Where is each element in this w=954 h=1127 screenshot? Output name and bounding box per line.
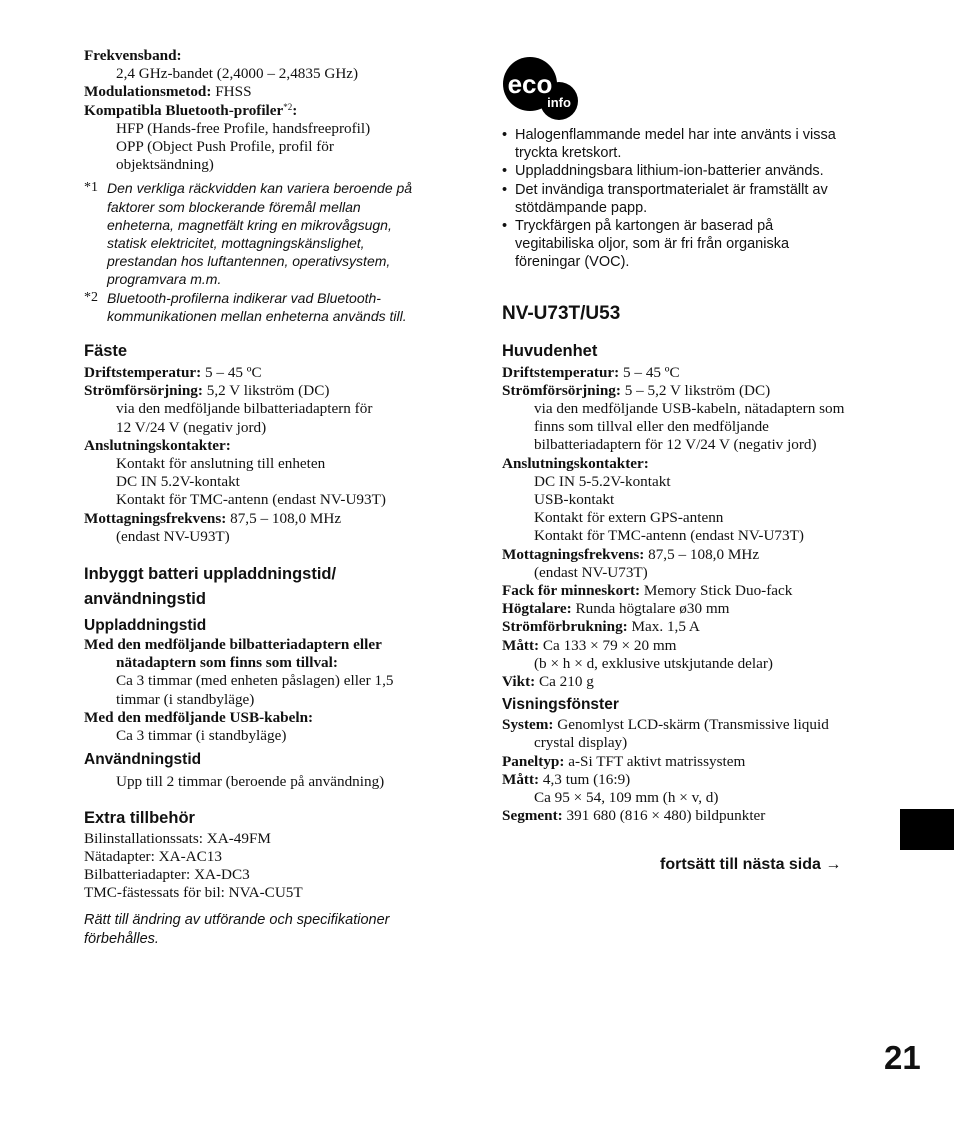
footnotes bbox=[84, 179, 464, 325]
spec-label: Paneltyp: bbox=[502, 752, 565, 770]
list-item: • Tryckfärgen på kartongen är baserad på vegitabiliska oljor, som är fri från organiska föreningar (VOC). bbox=[502, 218, 790, 271]
section-tab bbox=[900, 809, 954, 850]
spec-value: FHSS bbox=[215, 83, 252, 101]
spec-value: Ca 133 × 79 × 20 mm bbox=[542, 636, 677, 654]
page-number: 21 bbox=[884, 1039, 921, 1076]
spec-label: Mottagningsfrekvens: bbox=[502, 545, 645, 563]
bullet-icon: • bbox=[502, 181, 508, 198]
spec-label: Vikt: bbox=[502, 673, 536, 691]
list-item: Nätadapter: XA-AC13 bbox=[84, 847, 222, 865]
battery-specs: Inbyggt batteri uppladdningstid/ användningstid Uppladdningstid Med den medföljande bilbatteriadaptern eller nätadaptern som finns som tillval: Ca 3 timmar (med enheten påslagen) eller 1,5 timmar (i standbyläge) Med den medföljande USB-kabeln: Ca 3 timmar (i standbyläge) Användningstid Upp till 2 timmar (beroende på användning) bbox=[84, 562, 464, 791]
spec-value: 2,4 GHz-bandet (2,4000 – 2,4835 GHz) bbox=[116, 65, 359, 83]
info-logo-text: info bbox=[547, 95, 571, 110]
spec-label: Driftstemperatur: bbox=[84, 364, 202, 382]
spec-label: Högtalare: bbox=[502, 600, 572, 618]
spec-label: Driftstemperatur: bbox=[502, 363, 620, 381]
spec-value: Runda högtalare ø30 mm bbox=[575, 600, 730, 618]
bullet-icon: • bbox=[502, 163, 508, 180]
spec-value: 5,2 V likström (DC) bbox=[206, 382, 330, 400]
spec-label: Mått: bbox=[502, 770, 540, 788]
spec-value: Ca 210 g bbox=[538, 673, 594, 691]
display-specs: Visningsfönster System: Genomlyst LCD-skärm (Transmissive liquid crystal display) Paneltyp: a-Si TFT aktivt matrissystem Mått: 4,3 tum (16:9) Ca 95 × 54, 109 mm (h × v, d) Segment: 391 680 (816 × 480) bildpunkter bbox=[502, 695, 894, 825]
spec-value: HFP (Hands-free Profile, handsfreeprofil) bbox=[116, 119, 371, 137]
spec-label: Segment: bbox=[502, 807, 563, 825]
footnote-mark: *2 bbox=[84, 289, 98, 305]
mount-specs: Fäste Driftstemperatur: 5 – 45 ºC Strömförsörjning: 5,2 V likström (DC) via den medföljande bilbatteriadaptern för 12 V/24 V (negativ jord) Anslutningskontakter: Kontakt för anslutning till enheten DC IN 5.2V-kontakt Kontakt för TMC-antenn (endast NV-U93T) Mottagningsfrekvens: 87,5 – 108,0 MHz (endast NV-U93T) bbox=[84, 341, 464, 546]
spec-label: Anslutningskontakter: bbox=[84, 436, 231, 454]
spec-value: 5 – 45 ºC bbox=[623, 363, 680, 381]
spec-label: Kompatibla Bluetooth-profiler bbox=[84, 101, 284, 119]
subsection-heading: Uppladdningstid bbox=[84, 617, 207, 635]
spec-label: Mottagningsfrekvens: bbox=[84, 509, 227, 527]
disclaimer: Rätt till ändring av utförande och specifikationer förbehålles. bbox=[84, 912, 390, 948]
spec-value: 87,5 – 108,0 MHz bbox=[648, 545, 760, 563]
spec-value: OPP (Object Push Profile, profil för bbox=[116, 138, 334, 156]
bullet-icon: • bbox=[502, 127, 508, 143]
footnote-ref: *2 bbox=[283, 101, 293, 112]
list-item: Bilbatteriadapter: XA-DC3 bbox=[84, 865, 250, 883]
spec-value: Genomlyst LCD-skärm (Transmissive liquid bbox=[557, 716, 829, 734]
footnote-mark: *1 bbox=[84, 180, 98, 196]
radio-specs: Frekvensband: 2,4 GHz-bandet (2,4000 – 2,4835 GHz) Modulationsmetod: FHSS Kompatibla Bluetooth-profiler$^{*2}$: HFP (Hands-free Profile, handsfreeprofil) OPP (Object Push Profile, profil för objektsändning) bbox=[84, 47, 464, 174]
list-item: • Uppladdningsbara lithium-ion-batterier används. bbox=[502, 163, 824, 180]
spec-label: Strömförsörjning: bbox=[502, 381, 621, 399]
spec-value: 5 – 45 ºC bbox=[205, 364, 262, 382]
main-unit-specs: Huvudenhet Driftstemperatur: 5 – 45 ºC Strömförsörjning: 5 – 5,2 V likström (DC) via den medföljande USB-kabeln, nätadaptern som finns som tillval eller den medföljande bilbatteriadaptern för 12 V/24 V (negativ jord) Anslutningskontakter: DC IN 5-5.2V-kontakt USB-kontakt Kontakt för extern GPS-antenn Kontakt för TMC-antenn (endast NV-U73T) Mottagningsfrekvens: 87,5 – 108,0 MHz (endast NV-U73T) Fack för minneskort: Memory Stick Duo-fack Högtalare: Runda högtalare ø30 mm Strömförbrukning: Max. 1,5 A Mått: Ca 133 × 79 × 20 mm (b × h × d, exklusive utskjutande delar) Vikt: Ca 210 g bbox=[502, 341, 894, 692]
bullet-icon: • bbox=[502, 218, 508, 235]
spec-value: 5 – 5,2 V likström (DC) bbox=[624, 381, 771, 399]
list-item: TMC-fästessats för bil: NVA-CU5T bbox=[84, 884, 303, 902]
accessories bbox=[84, 808, 464, 903]
spec-value: Max. 1,5 A bbox=[631, 618, 700, 636]
spec-label: Med den medföljande USB-kabeln: bbox=[84, 708, 314, 726]
spec-label: Anslutningskontakter: bbox=[502, 454, 649, 472]
continue-link[interactable]: fortsätt till nästa sida → bbox=[660, 856, 842, 873]
spec-value: objektsändning) bbox=[116, 156, 214, 174]
list-item: • Det invändiga transportmaterialet är framställt av stötdämpande papp. bbox=[502, 181, 828, 216]
spec-label: Fack för minneskort: bbox=[502, 582, 641, 600]
section-heading: Fäste bbox=[84, 342, 128, 361]
footnote: *2 Bluetooth-profilerna indikerar vad Bluetooth- kommunikationen mellan enheterna används till. bbox=[84, 289, 407, 324]
section-heading: Extra tillbehör bbox=[84, 808, 195, 827]
eco-bullets bbox=[502, 126, 894, 272]
spec-label: Strömförbrukning: bbox=[502, 618, 628, 636]
spec-value: 391 680 (816 × 480) bildpunkter bbox=[566, 807, 766, 825]
section-heading: Inbyggt batteri uppladdningstid/ användningstid bbox=[84, 565, 337, 609]
spec-value: Memory Stick Duo-fack bbox=[643, 582, 793, 600]
footnote: *1 Den verkliga räckvidden kan variera beroende på faktorer som blockerande föremål mellan enheterna, magnetfält kring en mikrovågsugn, statisk elektricitet, mottagningskänslighet, prestandan hos luftantennen, operativsystem, programvara m.m. bbox=[84, 180, 413, 288]
spec-value: a-Si TFT aktivt matrissystem bbox=[568, 752, 746, 770]
model-heading: NV-U73T/U53 bbox=[502, 302, 621, 324]
subsection-heading: Användningstid bbox=[84, 751, 202, 769]
section-heading: Huvudenhet bbox=[502, 341, 598, 360]
subsection-heading: Visningsfönster bbox=[502, 696, 619, 714]
spec-value: 87,5 – 108,0 MHz bbox=[230, 509, 342, 527]
spec-value: 4,3 tum (16:9) bbox=[542, 770, 631, 788]
spec-label: System: bbox=[502, 716, 554, 734]
spec-label: Modulationsmetod: bbox=[84, 83, 212, 101]
list-item: Bilinstallationssats: XA-49FM bbox=[84, 829, 271, 847]
right-column bbox=[502, 0, 894, 826]
left-column bbox=[84, 0, 464, 949]
spec-label: Frekvensband: bbox=[84, 47, 182, 64]
spec-label: Med den medföljande bilbatteriadaptern eller bbox=[84, 636, 382, 654]
spec-label: Mått: bbox=[502, 636, 540, 654]
spec-label: Strömförsörjning: bbox=[84, 382, 203, 400]
eco-logo-text: eco bbox=[507, 69, 553, 99]
list-item: • Halogenflammande medel har inte använts i vissa tryckta kretskort. bbox=[502, 127, 836, 162]
